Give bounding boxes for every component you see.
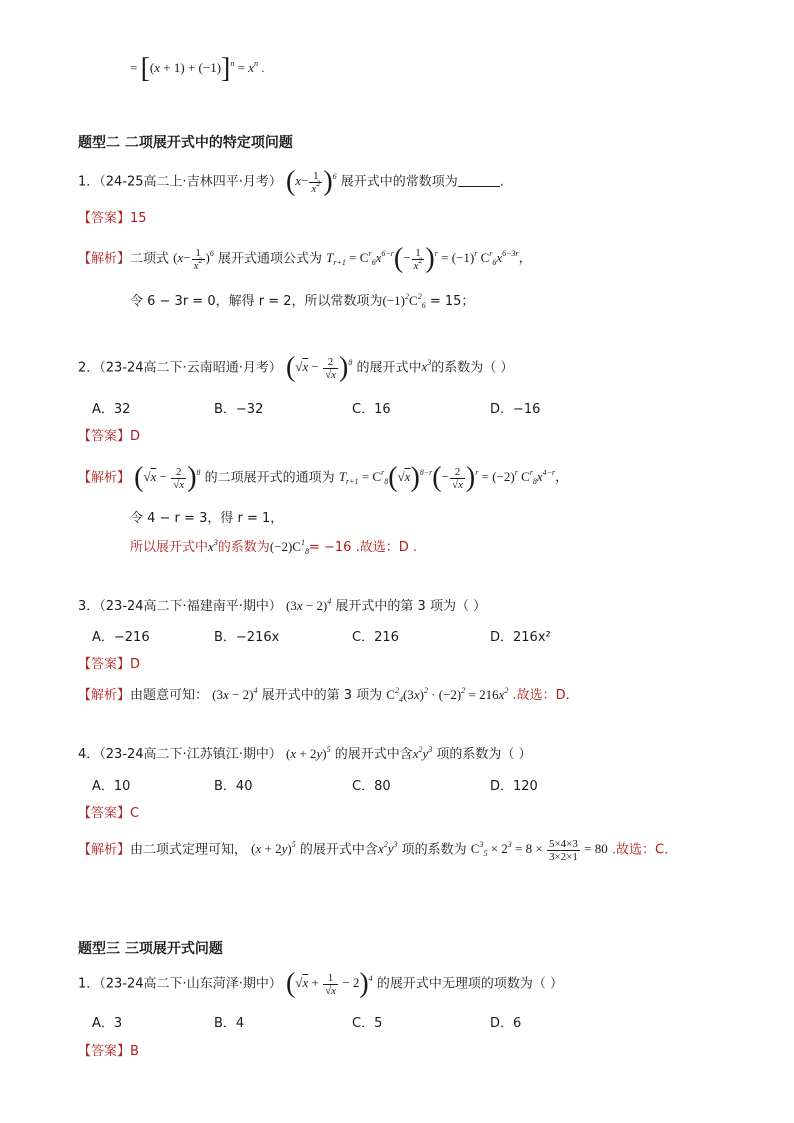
q4-answer: 【答案】C	[78, 806, 140, 821]
q2-option-d[interactable]: D．−16	[490, 402, 541, 417]
q4-expression: $(x + 2y)^5$	[285, 745, 331, 761]
q3-expression: $(3x - 2)^4$	[285, 597, 332, 613]
question-3-stem: 3．（23-24高二下·福建南平·期中） $(3x - 2)^4$ 展开式中的第 3 项为（ ）	[78, 597, 487, 614]
q2-option-a[interactable]: A．32	[92, 402, 131, 417]
q2-analysis-line3: 所以展开式中$x^3$的系数为$(-2)C^1_8= -16$ .故选：D .	[130, 538, 417, 556]
s3q1-expression: (√x + $\frac{1}{√x}$ − 2)$^4$	[285, 968, 373, 1000]
s3q1-option-d[interactable]: D．6	[490, 1016, 522, 1031]
q2-expression: (√x − $\frac{2}{√x}$ )$^8$	[285, 352, 353, 384]
q2-option-b[interactable]: B．−32	[214, 402, 264, 417]
section3-heading: 题型三 三项展开式问题	[78, 941, 223, 957]
q4-option-a[interactable]: A．10	[92, 779, 131, 794]
s3q1-option-b[interactable]: B．4	[214, 1016, 245, 1031]
q1-analysis-line2: 令 6 − 3r = 0，解得 r = 2，所以常数项为$(-1)^2C^2_6 = 15$；	[130, 292, 475, 310]
q4-option-c[interactable]: C．80	[352, 779, 391, 794]
q2-answer: 【答案】D	[78, 429, 141, 444]
question-1-stem: 1．（24-25高二上·吉林四平·月考） (x− $\frac{1}{x^2}$ )$^6$ 展开式中的常数项为 .	[78, 166, 504, 198]
s3q1-option-a[interactable]: A．3	[92, 1016, 123, 1031]
question-4-stem: 4．（23-24高二下·江苏镇江·期中） $(x + 2y)^5$ 的展开式中含$x^2y^3$ 项的系数为（ ）	[78, 745, 532, 762]
q3-answer: 【答案】D	[78, 657, 141, 672]
q3-option-b[interactable]: B．−216x	[214, 630, 280, 645]
s3q1-answer: 【答案】B	[78, 1044, 139, 1059]
q3-analysis: 【解析】由题意可知： $(3x - 2)^4$ 展开式中的第 3 项为 $C^2_4(3x)^2 \cdot (-2)^2 = 216x^2$ .故选：D.	[78, 686, 570, 704]
q2-analysis-line2: 令 4 − r = 3，得 r = 1，	[130, 511, 284, 526]
question-2-stem: 2．（23-24高二下·云南昭通·月考） (√x − $\frac{2}{√x}$ )$^8$ 的展开式中$x^3$的系数为（ ）	[78, 352, 514, 384]
q3-option-a[interactable]: A．−216	[92, 630, 150, 645]
q4-option-d[interactable]: D．120	[490, 779, 538, 794]
q4-option-b[interactable]: B．40	[214, 779, 253, 794]
q1-answer: 【答案】15	[78, 211, 147, 226]
q3-option-d[interactable]: D．216x²	[490, 630, 551, 645]
q3-option-c[interactable]: C．216	[352, 630, 399, 645]
q1-expression: (x− $\frac{1}{x^2}$ )$^6$	[285, 166, 337, 198]
answer-blank	[458, 174, 500, 187]
section2-heading: 题型二 二项展开式中的特定项问题	[78, 135, 293, 151]
q2-analysis-line1: 【解析】 (√x − $\frac{2}{√x}$ )$^8$ 的二项展开式的通项为 $T_{r+1} = C^r_8(√x)^{8-r}(-$ $\frac{2}{√x}$ )$^r = (-2)^r$ $C^r_8x^{4-r}$，	[78, 462, 569, 494]
q1-analysis-line1: 【解析】二项式 (x− $\frac{1}{x^2}$ )$^6$ 展开式通项公式为 $T_{r+1} = C^r_6x^{6-r}(-$ $\frac{1}{x^2}$ )$^r = (-1)^r$ $C^r_6x^{6-3r}$，	[78, 243, 532, 275]
top-formula: = $[(x + 1) + (-1)]^n = x^n$ .	[130, 53, 265, 85]
q2-option-c[interactable]: C．16	[352, 402, 391, 417]
section3-question-1-stem: 1．（23-24高二下·山东菏泽·期中） (√x + $\frac{1}{√x}$ − 2)$^4$ 的展开式中无理项的项数为（ ）	[78, 968, 563, 1000]
s3q1-option-c[interactable]: C．5	[352, 1016, 383, 1031]
q4-analysis: 【解析】由二项式定理可知， $(x + 2y)^5$ 的展开式中含$x^2y^3$ 项的系数为 $C^3_5 \times 2^3 = 8$ × $\frac{5\times 4\times 3}{3\times 2\times 1}$ = 80 .故选：C.	[78, 838, 669, 863]
